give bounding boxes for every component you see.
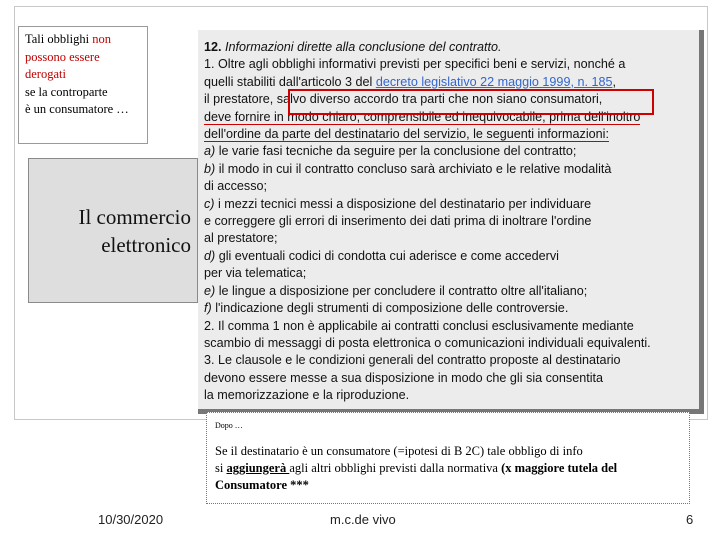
article-line: a) le varie fasi tecniche da seguire per la conclusione del contratto; bbox=[204, 144, 577, 159]
article-line: deve fornire in modo chiaro, comprensibile ed inequivocabile, prima dell'inoltro bbox=[204, 109, 641, 124]
footer-page-number: 6 bbox=[686, 512, 694, 527]
dopo-label: Dopo … bbox=[215, 421, 243, 430]
article-line: dell'ordine da parte del destinatario del servizio, le seguenti informazioni: bbox=[204, 127, 609, 142]
consumer-note-box bbox=[206, 412, 690, 504]
article-line: c) i mezzi tecnici messi a disposizione del destinatario per individuare bbox=[204, 196, 592, 211]
note-box bbox=[18, 26, 148, 144]
note-line-1: Tali obblighi non bbox=[25, 32, 111, 46]
article-heading: 12. Informazioni dirette alla conclusione del contratto. bbox=[204, 40, 502, 54]
article-line: scambio di messaggi di posta elettronica o comunicazioni individuali equivalenti. bbox=[204, 335, 651, 350]
article-line: 2. Il comma 1 non è applicabile ai contratti conclusi esclusivamente mediante bbox=[204, 318, 634, 333]
article-line: d) gli eventuali codici di condotta cui aderisce e come accedervi bbox=[204, 248, 559, 263]
consumer-note-line-2: si aggiungerà agli altri obblighi previsti dalla normativa (x maggiore tutela del bbox=[215, 461, 618, 475]
note-red-word: non bbox=[92, 32, 111, 46]
article-text-panel bbox=[198, 30, 704, 414]
article-line: f) l'indicazione degli strumenti di composizione delle controversie. bbox=[204, 301, 569, 316]
slide-title-line-1: Il commercio bbox=[78, 204, 191, 229]
article-line: la memorizzazione e la riproduzione. bbox=[204, 388, 410, 403]
article-line: di accesso; bbox=[204, 179, 267, 194]
footer-author: m.c.de vivo bbox=[330, 512, 396, 527]
slide-title-box bbox=[28, 158, 198, 303]
highlight-box bbox=[288, 89, 654, 115]
note-line-2: possono essere bbox=[25, 49, 100, 64]
slide-title-line-2: elettronico bbox=[101, 232, 191, 257]
note-line-3: derogati bbox=[25, 67, 66, 81]
consumer-note-line-3: Consumatore *** bbox=[215, 478, 309, 492]
consumer-note-text bbox=[215, 443, 685, 494]
article-line: 1. Oltre agli obblighi informativi previsti per specifici beni e servizi, nonché a bbox=[204, 57, 626, 72]
decree-link[interactable]: decreto legislativo 22 maggio 1999, n. 185 bbox=[375, 74, 613, 89]
article-line: e correggere gli errori di inserimento dei dati prima di inoltrare l'ordine bbox=[204, 214, 592, 229]
article-line: b) il modo in cui il contratto concluso sarà archiviato e le relative modalità bbox=[204, 161, 612, 176]
article-line: quelli stabiliti dall'articolo 3 del decreto legislativo 22 maggio 1999, n. 185, bbox=[204, 74, 616, 89]
article-line: per via telematica; bbox=[204, 266, 307, 281]
article-line: 3. Le clausole e le condizioni generali del contratto proposte al destinatario bbox=[204, 353, 621, 368]
consumer-note-line-1: Se il destinatario è un consumatore (=ipotesi di B 2C) tale obbligo di info bbox=[215, 444, 583, 458]
article-line: e) le lingue a disposizione per concludere il contratto oltre all'italiano; bbox=[204, 283, 588, 298]
note-line-5: è un consumatore … bbox=[25, 102, 129, 116]
article-line: devono essere messe a sua disposizione in modo che gli sia consentita bbox=[204, 370, 604, 385]
footer-date: 10/30/2020 bbox=[98, 512, 164, 527]
note-line-4: se la controparte bbox=[25, 84, 108, 99]
article-line: il prestatore, salvo diverso accordo tra parti che non siano consumatori, bbox=[204, 92, 603, 107]
article-line: al prestatore; bbox=[204, 231, 278, 246]
